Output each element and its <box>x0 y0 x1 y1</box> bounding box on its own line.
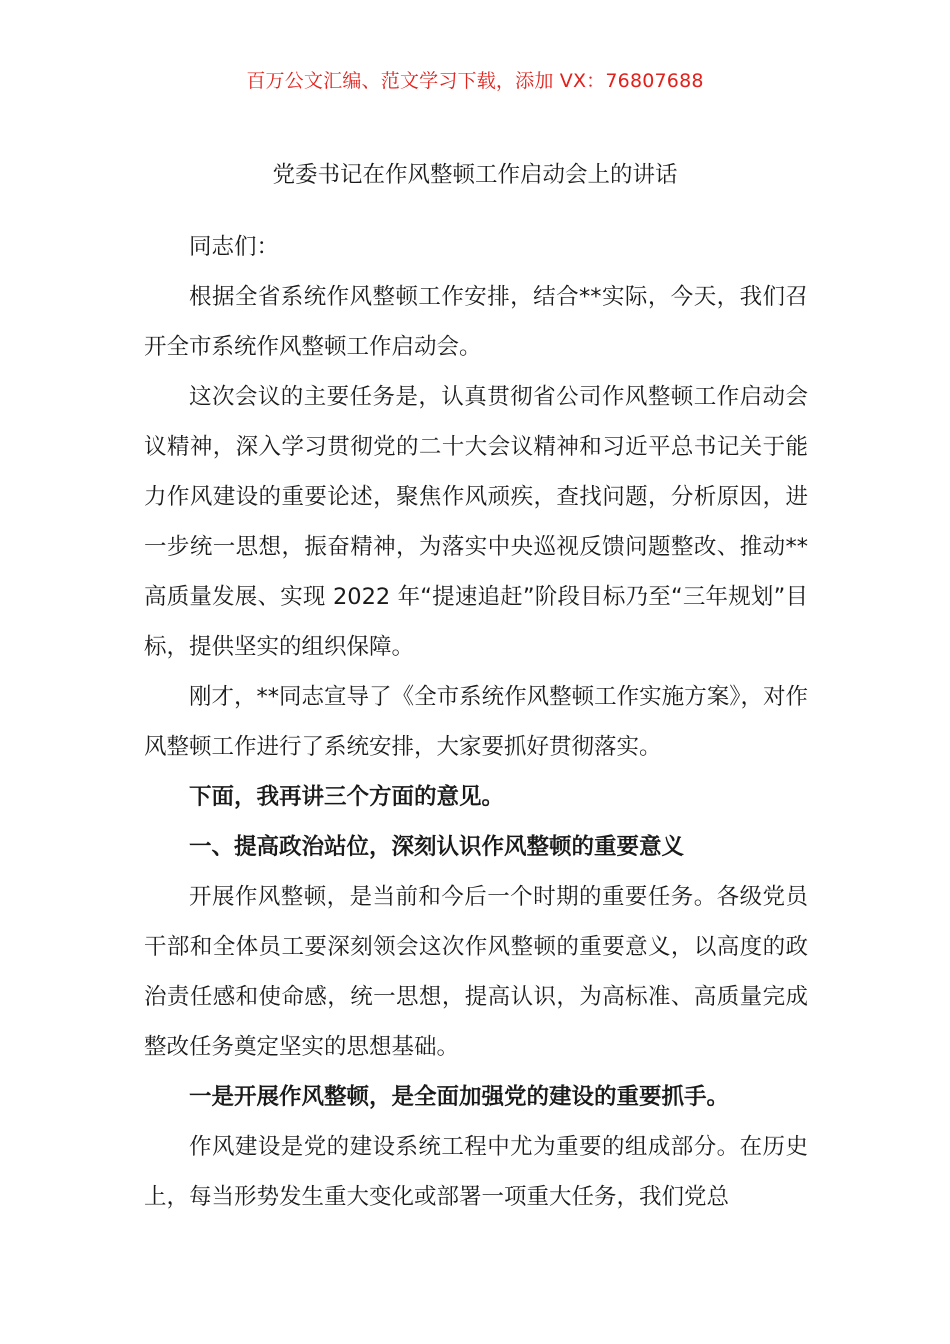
paragraph-salutation: 同志们： <box>189 234 280 260</box>
header-banner: 百万公文汇编、范文学习下载，添加 VX：76807688 <box>246 70 704 92</box>
paragraph-bold-intro: 下面，我再讲三个方面的意见。 <box>189 784 505 810</box>
section-heading: 一、提高政治站位，深刻认识作风整顿的重要意义 <box>189 834 685 860</box>
paragraph: 根据全省系统作风整顿工作安排，结合**实际，今天，我们召开全市系统作风整顿工作启动会。 <box>144 284 808 360</box>
paragraph: 这次会议的主要任务是，认真贯彻省公司作风整顿工作启动会议精神，深入学习贯彻党的二十大会议精神和习近平总书记关于能力作风建设的重要论述，聚焦作风顽疾，查找问题，分析原因，进一步统一思想，振奋精神，为落实中央巡视反馈问题整改、推动**高质量发展、实现 2022 年“提速追赶”阶段目标乃至“三年规划”目标，提供坚实的组织保障。 <box>144 384 808 660</box>
paragraph: 开展作风整顿，是当前和今后一个时期的重要任务。各级党员干部和全体员工要深刻领会这次作风整顿的重要意义，以高度的政治责任感和使命感，统一思想，提高认识，为高标准、高质量完成整改任务奠定坚实的思想基础。 <box>144 884 808 1060</box>
subsection-heading: 一是开展作风整顿，是全面加强党的建设的重要抓手。 <box>189 1084 730 1110</box>
paragraph: 作风建设是党的建设系统工程中尤为重要的组成部分。在历史上，每当形势发生重大变化或部署一项重大任务，我们党总 <box>144 1134 808 1210</box>
paragraph: 刚才，**同志宣导了《全市系统作风整顿工作实施方案》，对作风整顿工作进行了系统安排，大家要抓好贯彻落实。 <box>144 684 808 760</box>
document-body <box>144 222 808 1222</box>
document-title: 党委书记在作风整顿工作启动会上的讲话 <box>272 162 678 188</box>
